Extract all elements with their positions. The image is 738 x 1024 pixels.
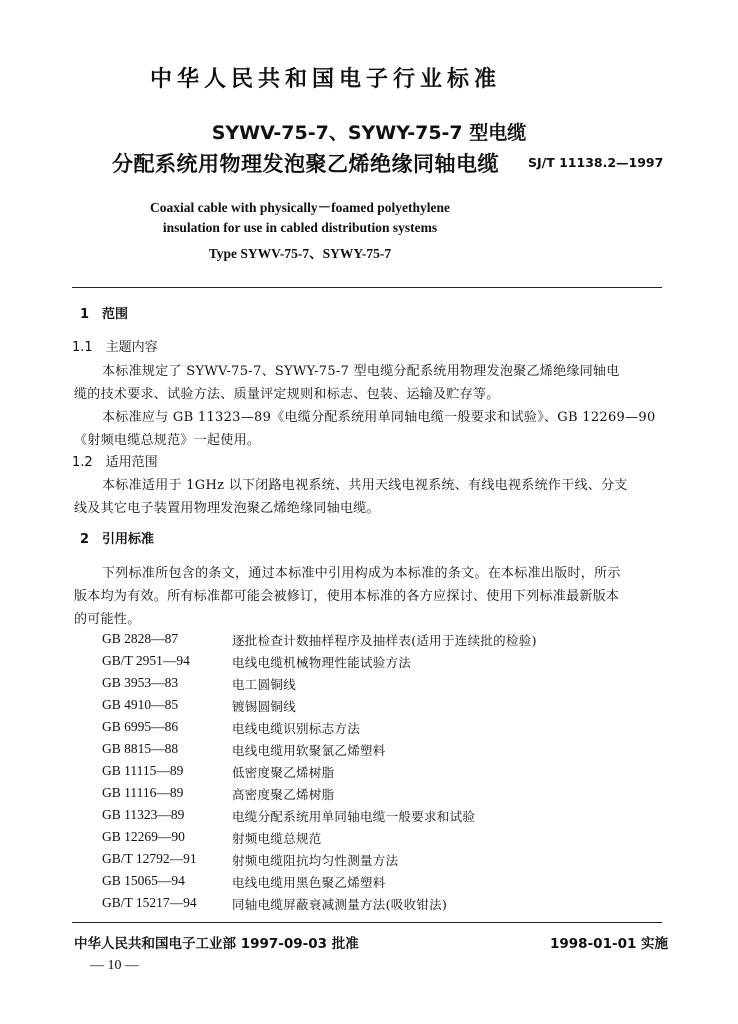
section-1-2-heading: 1.2 适用范围 (72, 455, 158, 470)
ref-code: GB 3953—83 (102, 675, 179, 690)
ref-title: 镀锡圆铜线 (232, 699, 297, 714)
ref-code: GB 12269—90 (102, 829, 185, 844)
ref-title: 电缆分配系统用单同轴电缆一般要求和试验 (232, 809, 476, 824)
ref-code: GB 6995—86 (102, 719, 179, 734)
approval-line: 中华人民共和国电子工业部 1997-09-03 批准 (74, 936, 359, 952)
english-title-line-2: insulation for use in cabled distribution systems (162, 220, 438, 235)
ref-title: 电线电缆识别标志方法 (232, 721, 361, 736)
section-1-1-heading: 1.1 主题内容 (72, 340, 158, 355)
section-2-heading: 2 引用标准 (80, 532, 155, 547)
ref-code: GB 4910—85 (102, 697, 179, 712)
ref-title: 同轴电缆屏蔽衰减测量方法(吸收钳法) (232, 897, 448, 912)
section-1-1-para-1-line-2: 缆的技术要求、试验方法、质量评定规则和标志、包装、运输及贮存等。 (74, 387, 500, 402)
title-line-2: 分配系统用物理发泡聚乙烯绝缘同轴电缆 (112, 152, 499, 176)
page-number: — 10 — (90, 958, 139, 973)
effective-date: 1998-01-01 实施 (550, 936, 669, 952)
english-title-line-3: Type SYWV-75-7、SYWY-75-7 (208, 246, 392, 261)
section-2-intro-line-3: 的可能性。 (74, 612, 141, 627)
ref-title: 射频电缆总规范 (232, 831, 322, 846)
ref-title: 射频电缆阻抗均匀性测量方法 (232, 853, 399, 868)
ref-title: 低密度聚乙烯树脂 (232, 765, 335, 780)
section-1-1-para-1-line-1: 本标准规定了 SYWV-75-7、SYWY-75-7 型电缆分配系统用物理发泡聚乙烯绝缘同轴电 (102, 364, 620, 379)
standard-number: SJ/T 11138.2—1997 (528, 155, 664, 170)
footer-divider (72, 922, 662, 923)
section-1-heading: 1 范围 (80, 307, 129, 322)
header-divider (72, 287, 662, 288)
ref-code: GB/T 2951—94 (102, 653, 190, 668)
ref-title: 逐批检查计数抽样程序及抽样表(适用于连续批的检验) (232, 633, 537, 648)
ref-title: 电工圆铜线 (232, 677, 297, 692)
title-line-1: SYWV-75-7、SYWY-75-7 型电缆 (211, 122, 527, 144)
ref-title: 电线电缆用软聚氯乙烯塑料 (232, 743, 386, 758)
ref-code: GB 11115—89 (102, 763, 184, 778)
ref-code: GB/T 15217—94 (102, 895, 197, 910)
ref-code: GB 8815—88 (102, 741, 179, 756)
english-title-line-1: Coaxial cable with physically－foamed polyethylene (150, 200, 450, 215)
ref-code: GB 11116—89 (102, 785, 184, 800)
section-1-1-para-2-line-1: 本标准应与 GB 11323—89《电缆分配系统用单同轴电缆一般要求和试验》、GB 12269—90 (102, 410, 656, 425)
ref-title: 高密度聚乙烯树脂 (232, 787, 335, 802)
standard-header: 中华人民共和国电子行业标准 (150, 67, 502, 92)
ref-title: 电线电缆机械物理性能试验方法 (232, 655, 412, 670)
ref-title: 电线电缆用黑色聚乙烯塑料 (232, 875, 386, 890)
ref-code: GB 2828—87 (102, 631, 179, 646)
section-2-intro-line-1: 下列标准所包含的条文，通过本标准中引用构成为本标准的条文。在本标准出版时，所示 (102, 566, 621, 581)
section-1-2-para-line-1: 本标准适用于 1GHz 以下闭路电视系统、共用天线电视系统、有线电视系统作干线、分支 (102, 478, 628, 493)
section-1-2-para-line-2: 线及其它电子装置用物理发泡聚乙烯绝缘同轴电缆。 (74, 501, 380, 516)
ref-code: GB 11323—89 (102, 807, 185, 822)
ref-code: GB/T 12792—91 (102, 851, 197, 866)
ref-code: GB 15065—94 (102, 873, 185, 888)
section-2-intro-line-2: 版本均为有效。所有标准都可能会被修订，使用本标准的各方应探讨、使用下列标准最新版本 (74, 589, 620, 604)
section-1-1-para-2-line-2: 《射频电缆总规范》一起使用。 (74, 433, 261, 448)
